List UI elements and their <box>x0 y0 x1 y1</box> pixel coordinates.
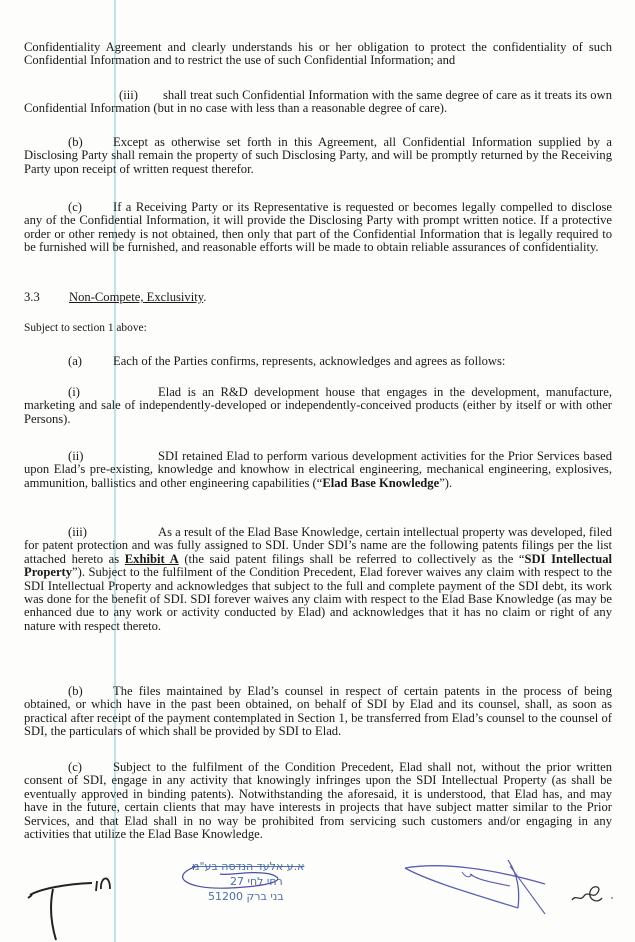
stamp-line-1: א.ע אלעד הנדסה בע"מ <box>192 860 305 873</box>
stamp-signature-stroke-icon <box>170 860 345 910</box>
defined-term: SDI Intellectual Property <box>24 551 612 580</box>
signature-right-icon <box>400 860 560 920</box>
signature-left-icon <box>20 875 120 942</box>
company-stamp <box>170 860 340 920</box>
clause-text: Elad is an R&D development house that engages in the development, manufacture, marketing and sale of independently-developed or independently-conceived products (either by itself or with other Persons). <box>24 385 612 426</box>
clause-marker: (iii) <box>68 525 87 539</box>
clause-marker: (c) <box>68 200 82 214</box>
clause-text: As a result of the Elad Base Knowledge, certain intellectual property was developed, filed for patent protection and was fully assigned to SDI. Under SDI’s name are the following patents filings per the list attached hereto as <box>24 525 612 566</box>
section-title: Non-Compete, Exclusivity <box>69 290 204 304</box>
clause-marker: (b) <box>68 684 83 698</box>
clause-text: Each of the Parties confirms, represents, acknowledges and agrees as follows: <box>113 354 506 368</box>
clause-b-files <box>24 685 612 739</box>
clause-text: ”). Subject to the fulfilment of the Condition Precedent, Elad forever waives any claim with respect to the SDI Intellectual Property and acknowledges that subject to the full and complete payment of the SDI debt, its work was done for the benefit of SDI. SDI forever waives any claim with respect to the Elad Base Knowledge (as may be enhanced due to any work or activity conducted by Elad) and acknowledges that it has no claim or right of any nature with respect thereto. <box>24 565 612 633</box>
clause-marker: (i) <box>68 385 80 399</box>
clause-a <box>24 355 612 368</box>
clause-b-property <box>24 136 612 176</box>
section-heading <box>24 291 612 304</box>
clause-iii-care <box>24 89 612 116</box>
clause-marker: (c) <box>68 760 82 774</box>
clause-text: The files maintained by Elad’s counsel in respect of certain patents in the process of being obtained, or which have in the past been obtained, on behalf of SDI by Elad and its counsel, shall, as soon as practical after receipt of the payment contemplated in Section 1, be transferred from Elad’s counsel to the counsel of SDI, the particulars of which shall be provided by SDI to Elad. <box>24 684 612 739</box>
clause-text: SDI retained Elad to perform various development activities for the Prior Services based upon Elad’s pre-existing, knowledge and knowhow in electrical engineering, mechanical engineering, explosives, ammunition, ballistics and other engineering capabilities (“ <box>24 449 612 490</box>
clause-text: (the said patent filings shall be referred to collectively as the “ <box>178 551 525 566</box>
stamp-line-2: רחי לחי 27 <box>230 875 283 888</box>
clause-text-end: ”). <box>439 475 453 490</box>
initials-icon <box>568 880 618 910</box>
clause-c-non-infringement <box>24 761 612 841</box>
clause-iii-ip <box>24 526 612 633</box>
clause-text: shall treat such Confidential Information with the same degree of care as it treats its own Confidential Information (but in no case with less than a reasonable degree of care). <box>24 88 612 116</box>
clause-text: Subject to the fulfilment of the Condition Precedent, Elad shall not, without the prior written consent of SDI, engage in any activity that knowingly infringes upon the SDI Intellectual Property (as shall be eventually approved in binding patents). Notwithstanding the aforesaid, it is understood, that Elad has, and may have in the future, certain clients that may have interests in projects that have subject matter similar to the Prior Services, and that Elad shall in no way be prohibited from servicing such customers and/or engaging in any activities that utilize the Elad Base Knowledge. <box>24 760 612 842</box>
section-number: 3.3 <box>24 290 40 304</box>
clause-marker: (iii) <box>119 88 138 102</box>
stamp-line-3: בני ברק 51200 <box>208 890 284 903</box>
clause-c-compelled-disclosure <box>24 201 612 255</box>
clause-i <box>24 386 612 426</box>
clause-marker: (b) <box>68 135 83 149</box>
clause-text: If a Receiving Party or its Representative is requested or becomes legally compelled to disclose any of the Confidential Information, it will provide the Disclosing Party with prompt written notice. If a protective order or other remedy is not obtained, then only that part of the Confidential Information that is legally required to be furnished will be furnished, and reasonable efforts will be made to obtain reliable assurances of confidentiality. <box>24 200 612 255</box>
clause-marker: (ii) <box>68 449 84 463</box>
defined-term: Elad Base Knowledge <box>322 475 440 490</box>
clause-ii <box>24 450 612 490</box>
section-title-period: . <box>203 290 207 304</box>
paragraph-continuation <box>24 41 612 68</box>
clause-text: Except as otherwise set forth in this Agreement, all Confidential Information supplied by a Disclosing Party shall remain the property of such Disclosing Party, and will be promptly returned by the Receiving Party upon receipt of written request therefor. <box>24 135 612 176</box>
subject-line <box>24 322 612 335</box>
paragraph-text: Confidentiality Agreement and clearly understands his or her obligation to protect the confidentiality of such Confidential Information and to restrict the use of such Confidential Information; and <box>24 40 612 68</box>
clause-marker: (a) <box>68 354 82 368</box>
subject-line-text: Subject to section 1 above: <box>24 322 147 334</box>
exhibit-reference: Exhibit A <box>124 551 179 566</box>
